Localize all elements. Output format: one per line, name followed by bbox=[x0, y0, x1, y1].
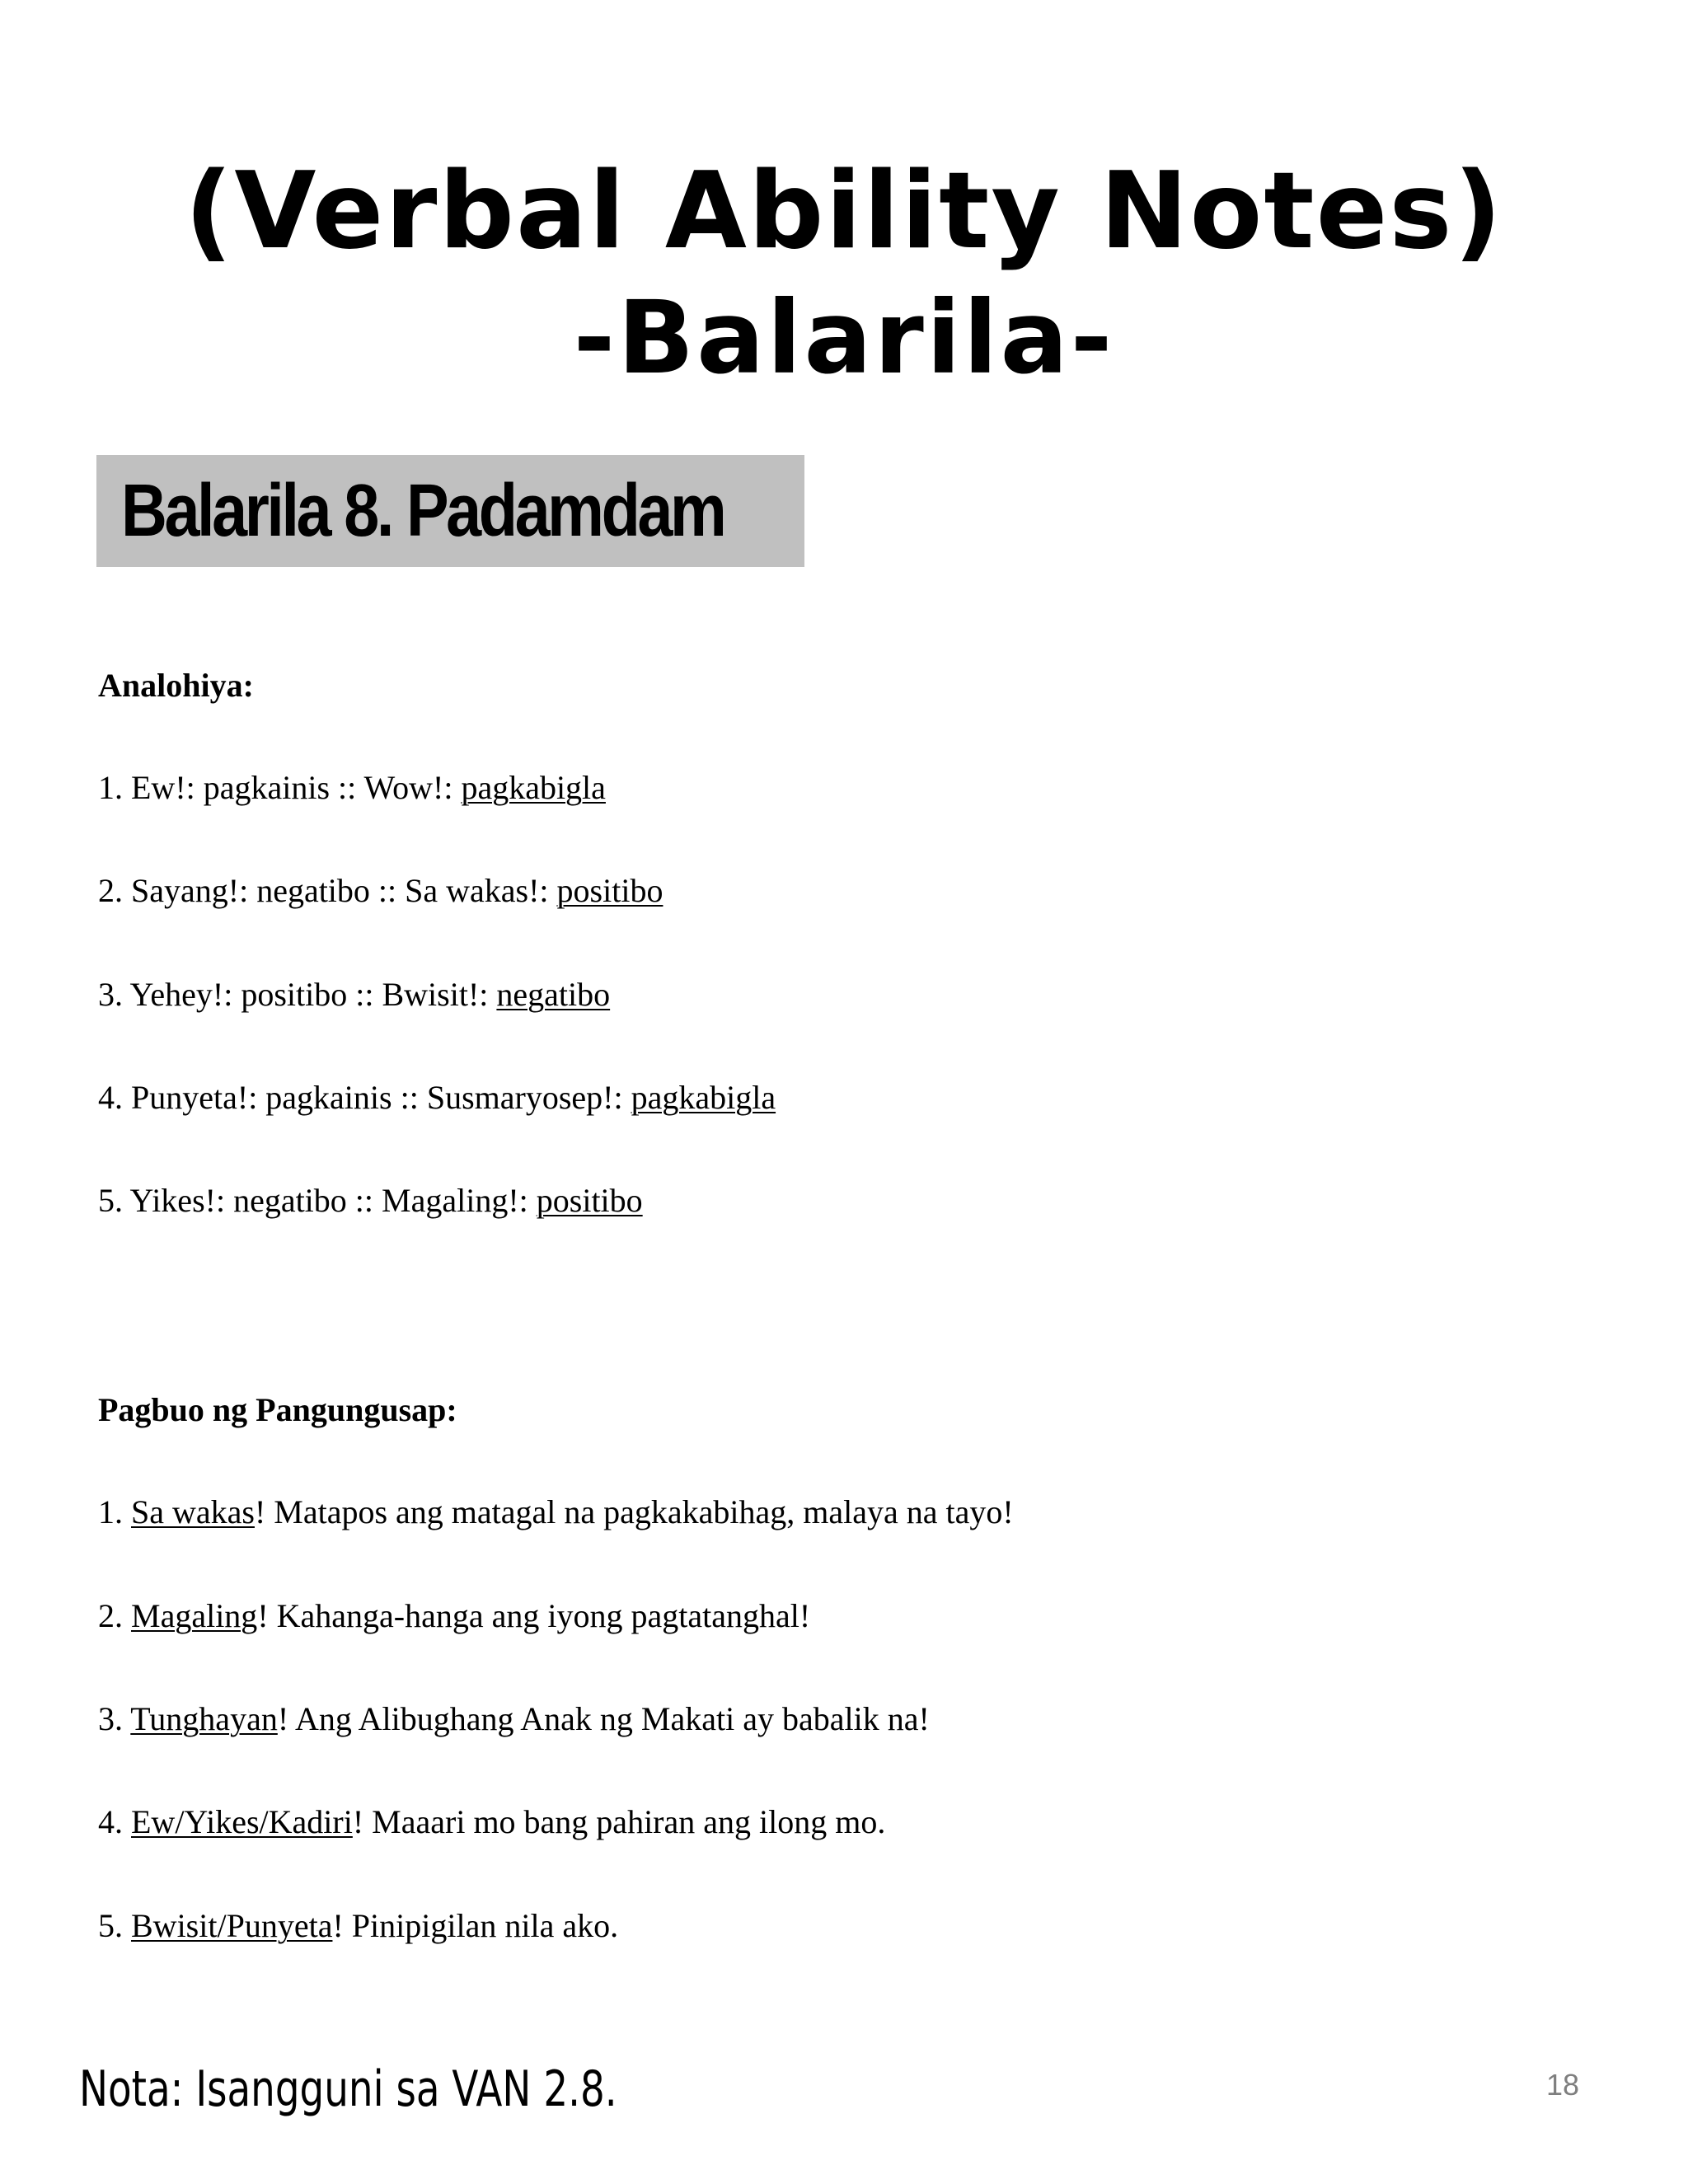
item-number: 1. bbox=[98, 769, 123, 806]
analohiya-item bbox=[98, 768, 606, 808]
section-title: Balarila 8. Padamdam bbox=[121, 470, 724, 552]
item-text: Yikes!: negatibo :: Magaling!: bbox=[129, 1182, 537, 1219]
page-title: (Verbal Ability Notes) bbox=[184, 150, 1504, 273]
analohiya-item bbox=[98, 975, 610, 1015]
item-answer: Tunghayan bbox=[130, 1700, 278, 1737]
item-text: ! Matapos ang matagal na pagkakabihag, malaya na tayo! bbox=[254, 1493, 1014, 1530]
item-text: ! Pinipigilan nila ako. bbox=[332, 1907, 619, 1944]
footer-note: Nota: Isangguni sa VAN 2.8. bbox=[79, 2060, 617, 2118]
item-number: 1. bbox=[98, 1493, 123, 1530]
analohiya-item bbox=[98, 1181, 643, 1221]
pagbuo-item bbox=[98, 1699, 930, 1739]
item-number: 5. bbox=[98, 1182, 123, 1219]
item-answer: positibo bbox=[536, 1182, 643, 1219]
item-text: ! Ang Alibughang Anak ng Makati ay babalik na! bbox=[277, 1700, 930, 1737]
item-text: ! Maaari mo bang pahiran ang ilong mo. bbox=[352, 1803, 886, 1840]
item-text: Ew!: pagkainis :: Wow!: bbox=[131, 769, 462, 806]
item-number: 4. bbox=[98, 1803, 123, 1840]
item-answer: Bwisit/Punyeta bbox=[131, 1907, 333, 1944]
item-text: ! Kahanga-hanga ang iyong pagtatanghal! bbox=[257, 1597, 811, 1634]
page-subtitle: -Balarila- bbox=[573, 279, 1115, 396]
item-text: Sayang!: negatibo :: Sa wakas!: bbox=[131, 872, 557, 909]
pagbuo-item bbox=[98, 1493, 1014, 1532]
item-answer: pagkabigla bbox=[631, 1079, 776, 1116]
item-answer: negatibo bbox=[496, 976, 611, 1013]
item-number: 5. bbox=[98, 1907, 123, 1944]
item-number: 3. bbox=[98, 1700, 123, 1737]
pagbuo-item bbox=[98, 1906, 618, 1946]
item-number: 4. bbox=[98, 1079, 123, 1116]
page-number: 18 bbox=[1546, 2068, 1580, 2102]
item-text: Yehey!: positibo :: Bwisit!: bbox=[129, 976, 497, 1013]
pagbuo-item bbox=[98, 1802, 885, 1842]
analohiya-item bbox=[98, 1078, 776, 1118]
item-number: 3. bbox=[98, 976, 123, 1013]
item-number: 2. bbox=[98, 1597, 123, 1634]
pagbuo-heading: Pagbuo ng Pangungusap: bbox=[98, 1391, 457, 1428]
item-answer: Ew/Yikes/Kadiri bbox=[131, 1803, 353, 1840]
analohiya-heading: Analohiya: bbox=[98, 667, 254, 704]
analohiya-item bbox=[98, 871, 663, 911]
item-answer: Sa wakas bbox=[131, 1493, 255, 1530]
item-answer: Magaling bbox=[131, 1597, 258, 1634]
item-answer: positibo bbox=[556, 872, 663, 909]
item-answer: pagkabigla bbox=[461, 769, 606, 806]
item-number: 2. bbox=[98, 872, 123, 909]
pagbuo-item bbox=[98, 1596, 810, 1636]
section-header-box bbox=[96, 455, 804, 567]
item-text: Punyeta!: pagkainis :: Susmaryosep!: bbox=[131, 1079, 631, 1116]
